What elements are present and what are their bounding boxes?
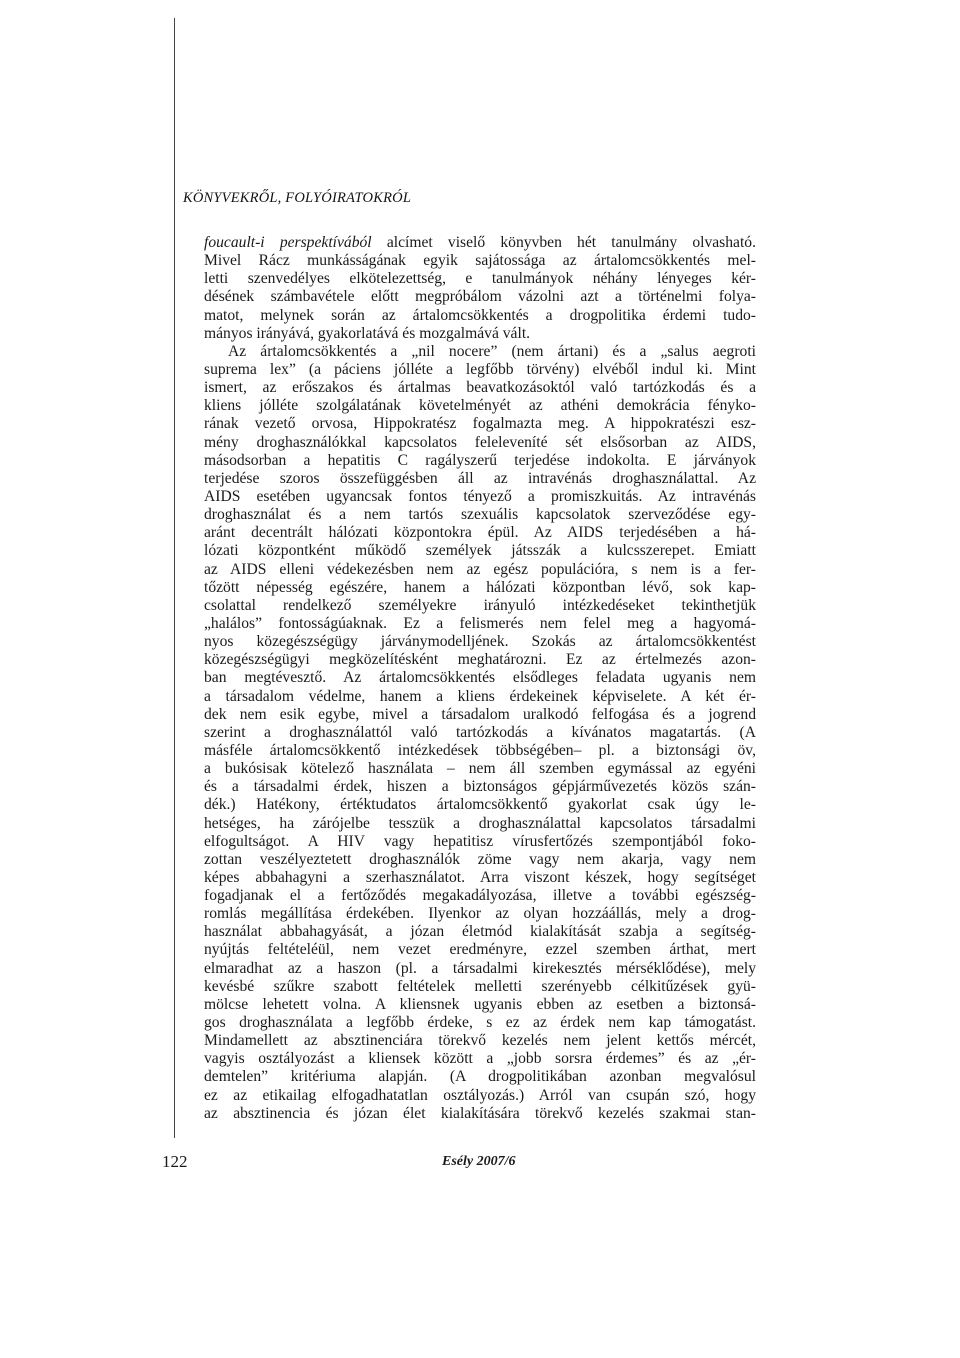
text-line: Mivel Rácz munkásságának egyik sajátossága az ártalomcsökkentés mel-	[204, 252, 756, 270]
text-line: tőzött népesség egészére, hanem a hálózati központban lévő, sok kap-	[204, 578, 756, 596]
text-line: foucault-i perspektívából alcímet viselő könyvben hét tanulmány olvasható.	[204, 234, 756, 251]
text-line: a társadalom védelme, hanem a kliens érdekeinek képviselete. A két ér-	[204, 687, 756, 705]
text-line: másodsorban a hepatitis C ragályszerű terjedése indokolta. E járványok	[204, 451, 756, 469]
text-line: kevésbé szűkre szabott feltételek melletti szerényebb célkitűzések gyü-	[204, 977, 756, 995]
text-line: lózati központként működő személyek játsszák a kulcsszerepet. Emiatt	[204, 542, 756, 560]
text-line: romlás megállítása érdekében. Ilyenkor az olyan hozzáállás, mely a drog-	[204, 905, 756, 923]
text-line: az AIDS elleni védekezésben nem az egész populációra, s nem is a fer-	[204, 560, 756, 578]
text-line: mányos irányává, gyakorlatává és mozgalmává vált.	[204, 324, 531, 342]
text-line: dék.) Hatékony, értéktudatos ártalomcsökkentő gyakorlat csak úgy le-	[204, 796, 756, 814]
text-line: „halálos” fontosságúaknak. Ez a felismerés nem felel meg a hagyomá-	[204, 614, 756, 632]
running-head: KÖNYVEKRŐL, FOLYÓIRATOKRÓL	[183, 190, 412, 206]
text-line: Mindamellett az absztinenciára törekvő kezelés nem jelent kettős mércét,	[204, 1032, 756, 1050]
text-line: demtelen” kritériuma alapján. (A drogpolitikában azonban megvalósul	[204, 1068, 756, 1086]
text-line: désének számbavétele előtt megpróbálom vázolni azt a történelmi folya-	[204, 288, 756, 306]
text-line: Az ártalomcsökkentés a „nil nocere” (nem ártani) és a „salus aegroti	[228, 342, 756, 360]
text-line: csolattal rendelkező személyekre irányuló intézkedéseket tekinthetjük	[204, 596, 756, 614]
text-line: vagyis osztályozást a kliensek között a „jobb sorsra érdemes” és az „ér-	[204, 1050, 756, 1068]
book-title-italic: foucault-i perspektívából	[204, 234, 372, 251]
text-line: és a társadalmi érdek, hiszen a biztonságos gépjárművezetés közös szán-	[204, 778, 756, 796]
text-line: ismert, az erőszakos és ártalmas beavatkozásoktól való tartózkodás és a	[204, 379, 756, 397]
text-line: gos droghasználata a legfőbb érdeke, s ez az érdek nem kap támogatást.	[204, 1014, 756, 1032]
text-line: képes abbahagyni a szerhasználatot. Arra viszont készek, hogy segítséget	[204, 868, 756, 886]
text-line: matot, melynek során az ártalomcsökkentés a drogpolitika érdemi tudo-	[204, 306, 756, 324]
text-line: nyos közegészségügy járványmodelljének. Szokás az ártalomcsökkentést	[204, 633, 756, 651]
text-line: hetséges, ha zárójelbe tesszük a droghasználattal kapcsolatos társadalmi	[204, 814, 756, 832]
text-line: terjedése szoros összefüggésben áll az intravénás droghasználattal. Az	[204, 469, 756, 487]
page-number: 122	[162, 1152, 188, 1171]
text-line: közegészségügyi megközelítésként meghatározni. Ez az értelmezés azon-	[204, 651, 756, 669]
text-line: droghasználat és a nem tartós szexuális kapcsolatok szerveződése egy-	[204, 506, 756, 524]
text-line: zottan veszélyeztetett droghasználók zöme vagy nem akarja, vagy nem	[204, 850, 756, 868]
text-line: kliens jólléte szolgálatának követelményét az athéni demokrácia fényko-	[204, 397, 756, 415]
text-line: mény droghasználókkal kapcsolatos feleleveníté sét elsősorban az AIDS,	[204, 433, 756, 451]
text-line: AIDS esetében ugyancsak fontos tényező a promiszkuitás. Az intravénás	[204, 487, 756, 505]
text-line: elmaradhat az a haszon (pl. a társadalmi kirekesztés mérséklődése), mely	[204, 959, 756, 977]
text-line: rának vezető orvosa, Hippokratész fogalmazta meg. A hippokratészi esz-	[204, 415, 756, 433]
text-line: használat abbahagyását, a józan életmód kialakítását szabja a segítség-	[204, 923, 756, 941]
text-line: letti szenvedélyes elkötelezettség, e tanulmányok néhány lényeges kér-	[204, 270, 756, 288]
body-text	[204, 234, 756, 1123]
text-line: ban megtévesztő. Az ártalomcsökkentés elsődleges feladata ugyanis nem	[204, 669, 756, 687]
text-line: suprema lex” (a páciens jólléte a legfőbb törvény) elvéből indul ki. Mint	[204, 360, 756, 378]
text-line: ez az etikailag elfogadhatatlan osztályozás.) Arról van csupán szó, hogy	[204, 1086, 756, 1104]
text-line: nyújtás feltételéül, nem vezet eredményre, ezzel szemben árthat, mert	[204, 941, 756, 959]
text-line: a bukósisak kötelező használata – nem áll szemben egymással az egyéni	[204, 760, 756, 778]
text-line: fogadjanak el a fertőződés megakadályozása, illetve a további egészség-	[204, 887, 756, 905]
text-line: szerint a droghasználattól való tartózkodás a kívánatos magatartás. (A	[204, 723, 756, 741]
text-line: aránt decentrált hálózati központokra épül. Az AIDS terjedésében a há-	[204, 524, 756, 542]
text-line: másféle ártalomcsökkentő intézkedések többségében– pl. a biztonsági öv,	[204, 741, 756, 759]
text-line: elfogultságot. A HIV vagy hepatitisz vírusfertőzés szempontjából foko-	[204, 832, 756, 850]
journal-name: Esély 2007/6	[442, 1154, 516, 1169]
text-line: mölcse lehetett volna. A kliensnek ugyanis ebben az esetben a biztonsá-	[204, 995, 756, 1013]
text-line: dek nem esik egybe, mivel a társadalom uralkodó felfogása és a jogrend	[204, 705, 756, 723]
text-line: az absztinencia és józan élet kialakítására törekvő kezelés szakmai stan-	[204, 1104, 756, 1122]
margin-rule	[174, 18, 175, 1138]
